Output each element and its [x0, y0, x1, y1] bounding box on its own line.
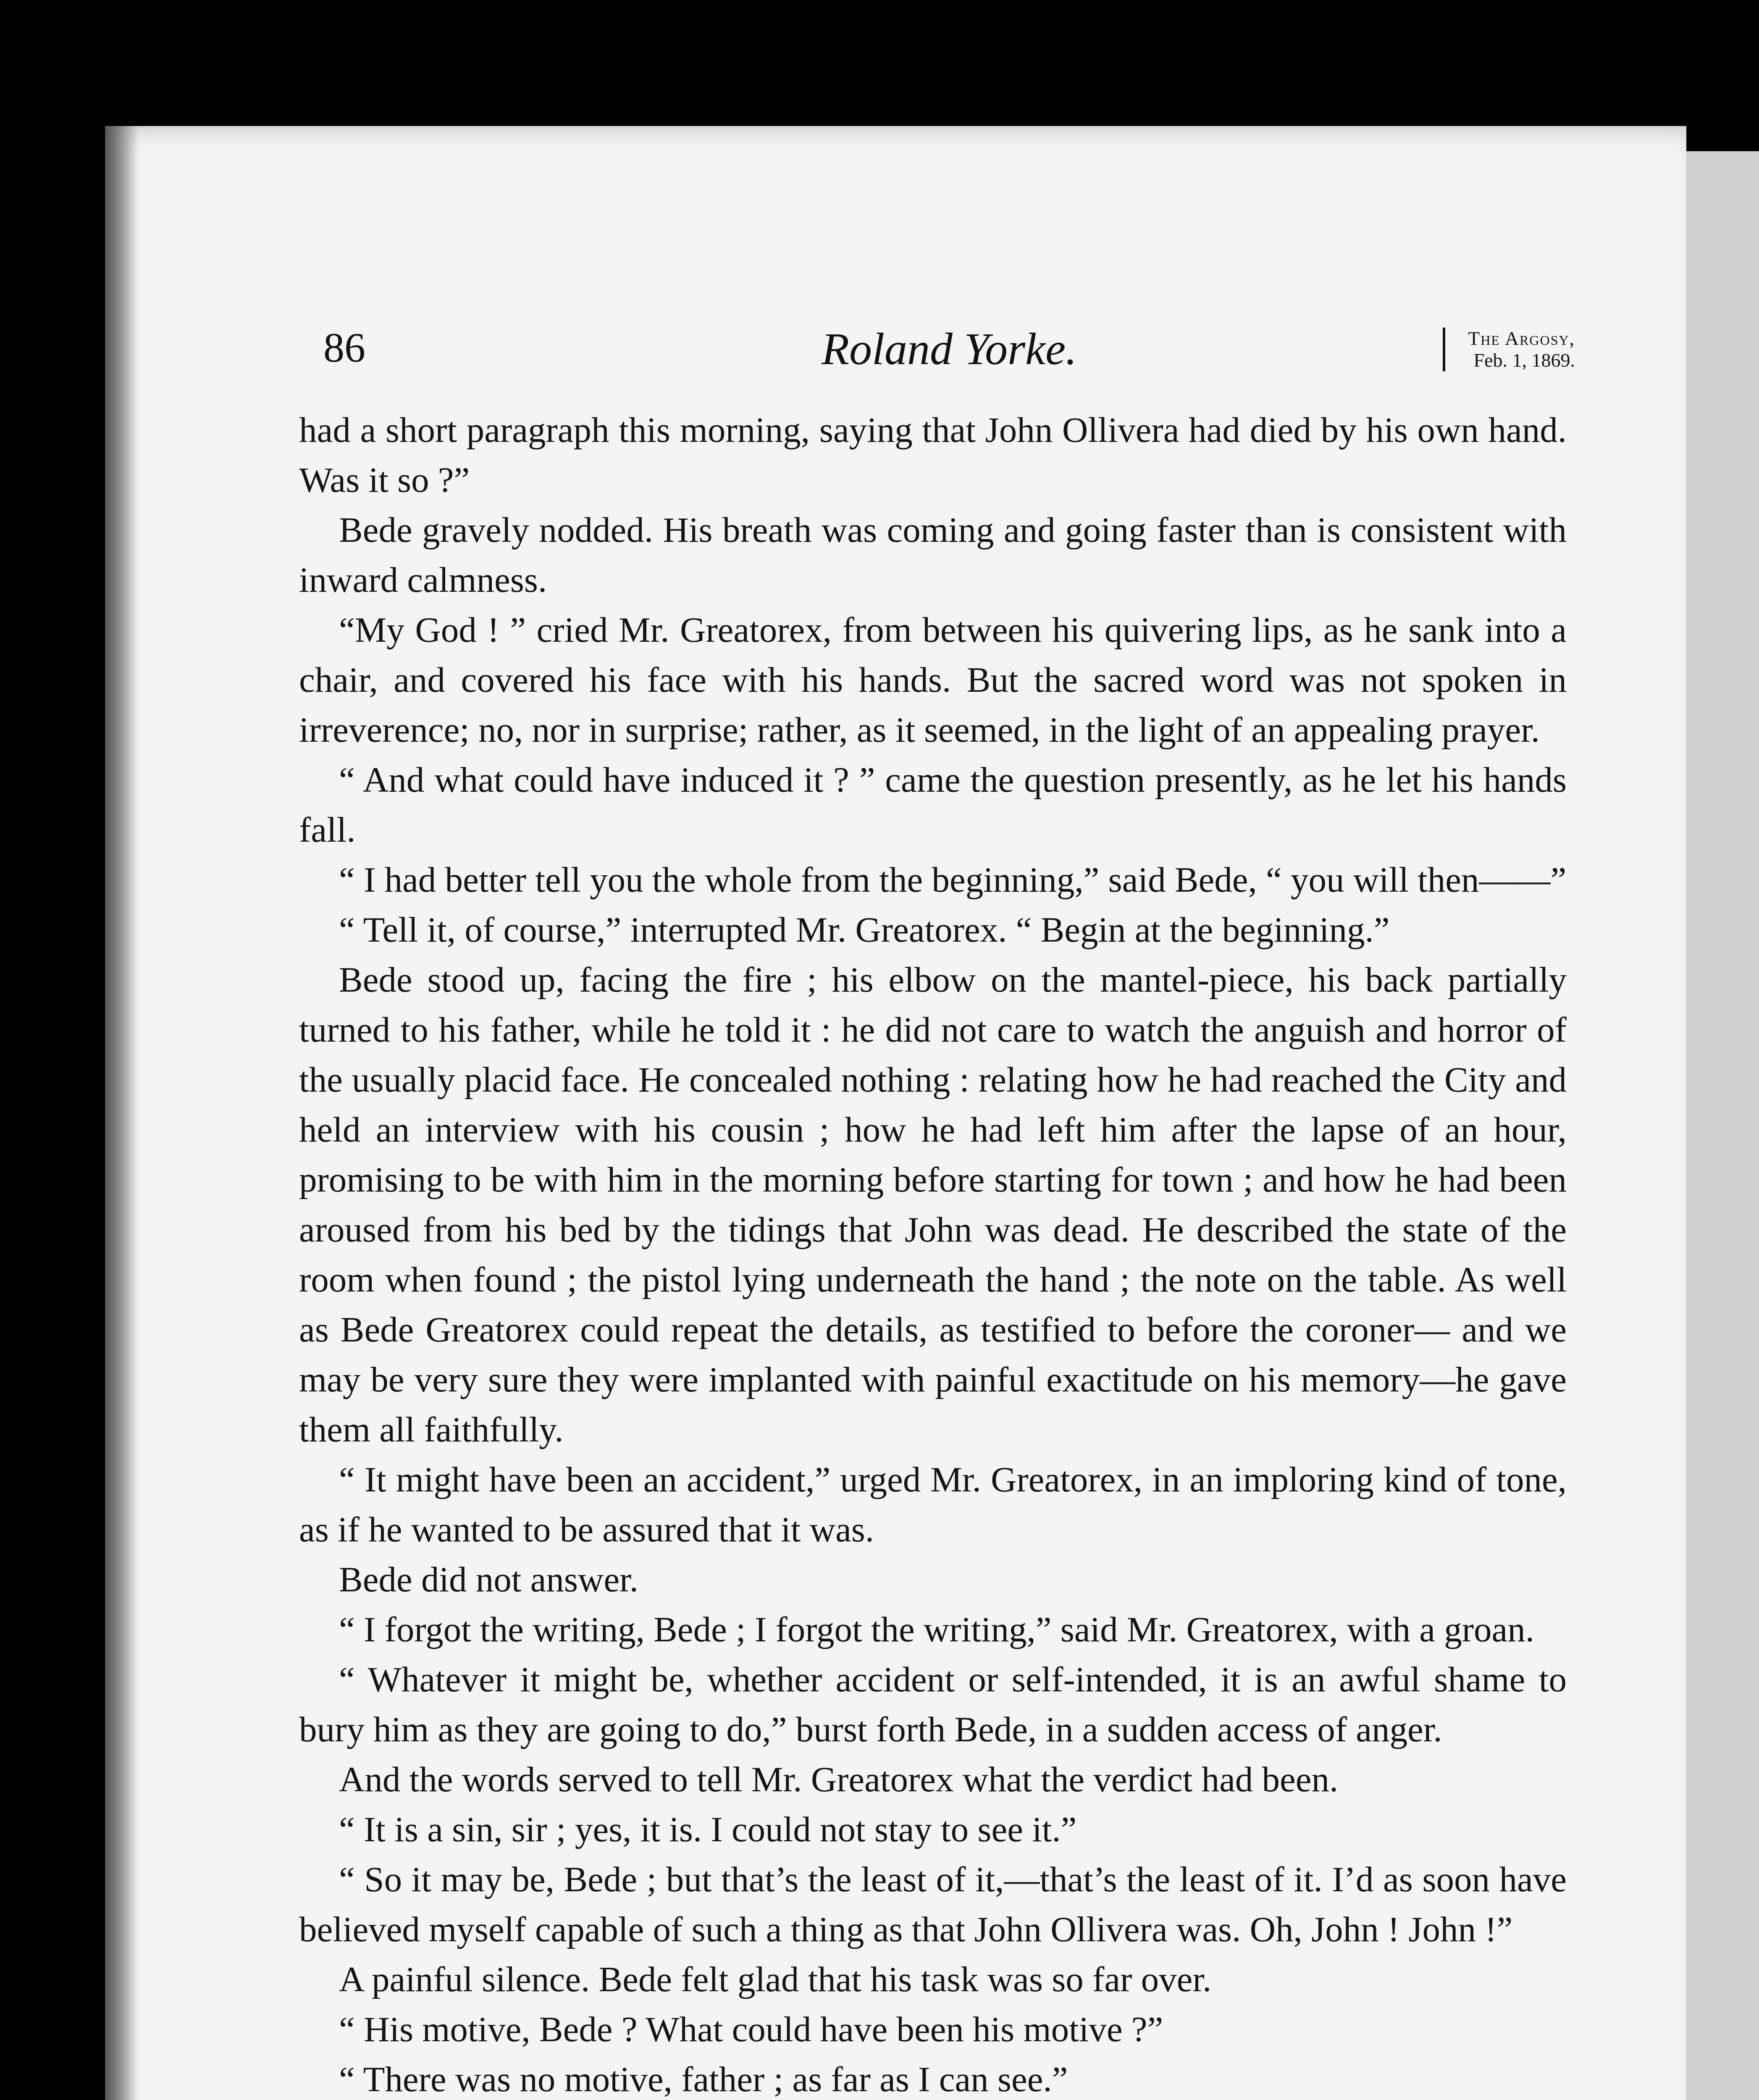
- paragraph: “ I forgot the writing, Bede ; I forgot the writing,” said Mr. Greatorex, with a groan.: [339, 1610, 1535, 1649]
- paragraph: “ Whatever it might be, whether accident or self-intended, it is an awful shame to bury him as they are going to do,” burst forth Bede, in a sudden access of anger.: [299, 1660, 1567, 1749]
- paragraph: “ I had better tell you the whole from the beginning,” said Bede, “ you will then——”: [339, 860, 1567, 900]
- paragraph: “ So it may be, Bede ; but that’s the least of it,—that’s the least of it. I’d as soon have believed myself capable of such a thing as that John Ollivera was. Oh, John ! John !”: [299, 1860, 1567, 1949]
- paragraph: Bede stood up, facing the fire ; his elbow on the mantel-piece, his back partially turned to his father, while he told it : he did not care to watch the anguish and horror of the usually placid face. He concealed nothing : relating how he had reached the City and held an interview with his cousin ; how he had left him after the lapse of an hour, promising to be with him in the morning before starting for town ; and how he had been aroused from his bed by the tidings that John was dead. He described the state of the room when found ; the pistol lying underneath the hand ; the note on the table. As well as Bede Greatorex could repeat the details, as testified to before the coroner— and we may be very sure they were implanted with painful exactitude on his memory—he gave them all faithfully.: [299, 960, 1567, 1449]
- body-text: [299, 405, 1567, 2100]
- page-gutter-shadow: [105, 126, 139, 2100]
- paragraph: “ There was no motive, father ; as far as I can see.”: [339, 2060, 1068, 2099]
- paragraph: “ Tell it, of course,” interrupted Mr. Greatorex. “ Begin at the beginning.”: [339, 910, 1390, 950]
- paragraph: “ And what could have induced it ? ” came the question presently, as he let his hands fall.: [299, 760, 1567, 850]
- facing-page-edge: [1686, 151, 1759, 2100]
- paragraph: Bede did not answer.: [339, 1560, 638, 1599]
- paragraph: A painful silence. Bede felt glad that his task was so far over.: [339, 1960, 1212, 1999]
- paragraph: And the words served to tell Mr. Greatorex what the verdict had been.: [339, 1760, 1339, 1799]
- paragraph: Bede gravely nodded. His breath was coming and going faster than is consistent with inward calmness.: [299, 510, 1567, 600]
- paragraph: “ It is a sin, sir ; yes, it is. I could not stay to see it.”: [339, 1810, 1077, 1849]
- issue-date: Feb. 1, 1869.: [1473, 349, 1575, 371]
- paragraph: had a short paragraph this morning, saying that John Ollivera had died by his own hand. Was it so ?”: [299, 410, 1567, 500]
- paragraph: “ His motive, Bede ? What could have been his motive ?”: [339, 2010, 1163, 2049]
- publication-name: The Argosy,: [1468, 328, 1575, 349]
- paragraph: “ It might have been an accident,” urged Mr. Greatorex, in an imploring kind of tone, as if he wanted to be assured that it was.: [299, 1460, 1567, 1549]
- running-header: [323, 323, 1575, 386]
- paragraph: “My God ! ” cried Mr. Greatorex, from between his quivering lips, as he sank into a chair, and covered his face with his hands. But the sacred word was not spoken in irreverence; no, nor in surprise; rather, as it seemed, in the light of an appealing prayer.: [299, 610, 1567, 750]
- issue-info: [1443, 328, 1575, 371]
- page-number: 86: [323, 324, 365, 371]
- running-title: Roland Yorke.: [821, 324, 1077, 374]
